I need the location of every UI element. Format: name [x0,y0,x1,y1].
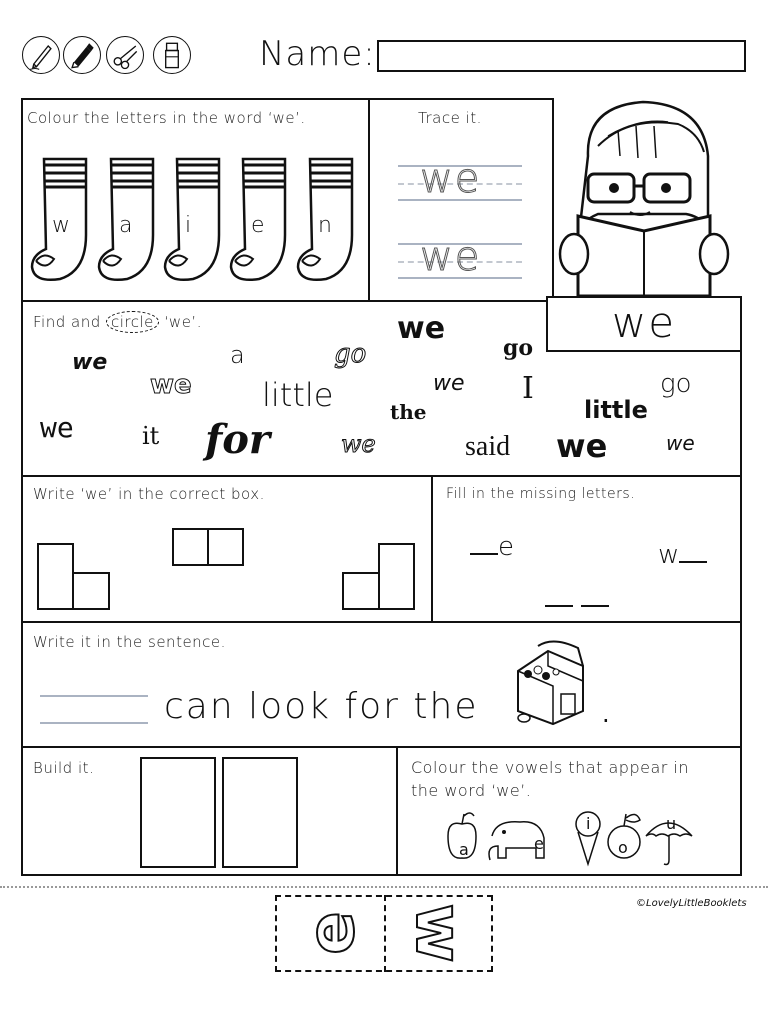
find-word[interactable]: a [230,341,245,369]
find-word[interactable]: the [390,400,427,424]
find-word[interactable]: we [433,371,465,396]
sock-icon [163,155,227,285]
vowel-letter[interactable]: a [459,840,469,859]
write-line-base[interactable] [40,722,148,724]
target-word: we [611,298,677,347]
cutout-letter-w: w [401,903,475,963]
build-box[interactable] [222,757,298,868]
sentence-end: . [602,700,610,728]
sock-letter[interactable] [229,155,293,285]
sock-letter-label: w [52,213,70,238]
find-circle-instruction [33,313,202,331]
circle-word: circle [106,311,159,333]
find-word[interactable]: we [556,427,608,465]
vowel-letter[interactable]: e [534,834,544,853]
correct-box-instruction: Write ‘we’ in the correct box. [33,485,265,503]
build-box[interactable] [140,757,216,868]
find-word[interactable]: we [72,350,108,375]
trace-word-1[interactable]: we [420,156,482,202]
vowels-instruction-line1: Colour the vowels that appear in [411,758,689,777]
given-letter: e [498,532,514,562]
find-circle-top-border [21,300,548,302]
sock-letter-label: a [119,213,133,238]
girl-reading-illustration [558,96,730,302]
missing-letter-item-1 [470,532,514,562]
find-word[interactable]: go [503,335,534,361]
find-word[interactable]: I [522,371,534,406]
letter-box-tall[interactable] [37,543,74,610]
missing-letters-instruction: Fill in the missing letters. [446,486,636,502]
copyright-text: ©LovelyLittleBooklets [636,898,747,909]
blank-line[interactable] [470,553,498,555]
sock-letter[interactable] [296,155,360,285]
pencil-icon [22,36,60,74]
missing-letter-item-2 [658,540,707,570]
find-word[interactable]: it [142,422,160,450]
letter-box-short[interactable] [72,572,110,610]
letter-box-short[interactable] [342,572,380,610]
blank-line[interactable] [679,561,707,563]
find-word[interactable]: little [584,396,648,424]
blank-line[interactable] [545,605,573,607]
sock-letter-label: n [318,213,332,238]
vowels-instruction-line2: the word ‘we’. [411,781,532,800]
scissors-icon [106,36,144,74]
letter-box-tall[interactable] [378,543,415,610]
find-word[interactable]: we [397,311,446,346]
vowel-pictures [440,806,700,870]
treasure-chest-icon [508,636,588,726]
find-word[interactable]: said [465,431,511,462]
sock-letter[interactable] [163,155,227,285]
sock-letter[interactable] [30,155,94,285]
build-instruction: Build it. [33,759,95,777]
cut-line [0,886,768,888]
vowel-letter[interactable]: i [586,814,591,833]
crayon-icon [63,36,101,74]
find-word[interactable]: go [660,369,692,399]
given-letter: w [658,540,680,570]
find-word[interactable]: we [666,431,695,455]
sock-letter-label: e [251,213,265,238]
glue-stick-icon [153,36,191,74]
sock-letter-label: i [185,213,192,238]
trace-instruction: Trace it. [418,109,482,127]
vowel-letter[interactable]: u [666,814,677,833]
find-word[interactable]: go [334,339,367,369]
letter-box-short[interactable] [172,528,209,566]
write-line-top [40,695,148,697]
sentence-instruction: Write it in the sentence. [33,633,226,651]
cutout-letter-e: e [295,911,369,955]
vowel-letter[interactable]: o [618,838,628,857]
find-word[interactable]: little [262,376,334,414]
name-field[interactable] [377,40,746,72]
name-label: Name: [259,34,376,74]
trace-word-2[interactable]: we [420,234,482,280]
colour-letters-instruction: Colour the letters in the word ‘we’. [27,109,306,127]
find-word[interactable]: we [40,411,74,444]
sentence-text: can look for the [164,686,479,727]
find-word[interactable]: for [205,416,270,463]
instruction-text: ‘we’. [164,313,202,331]
blank-line[interactable] [581,605,609,607]
find-word[interactable]: we [150,370,192,400]
instruction-text: Find and [33,313,101,331]
cutout-divider [384,895,386,972]
letter-box-short[interactable] [207,528,244,566]
find-word[interactable]: we [341,430,376,458]
sock-letter[interactable] [97,155,161,285]
